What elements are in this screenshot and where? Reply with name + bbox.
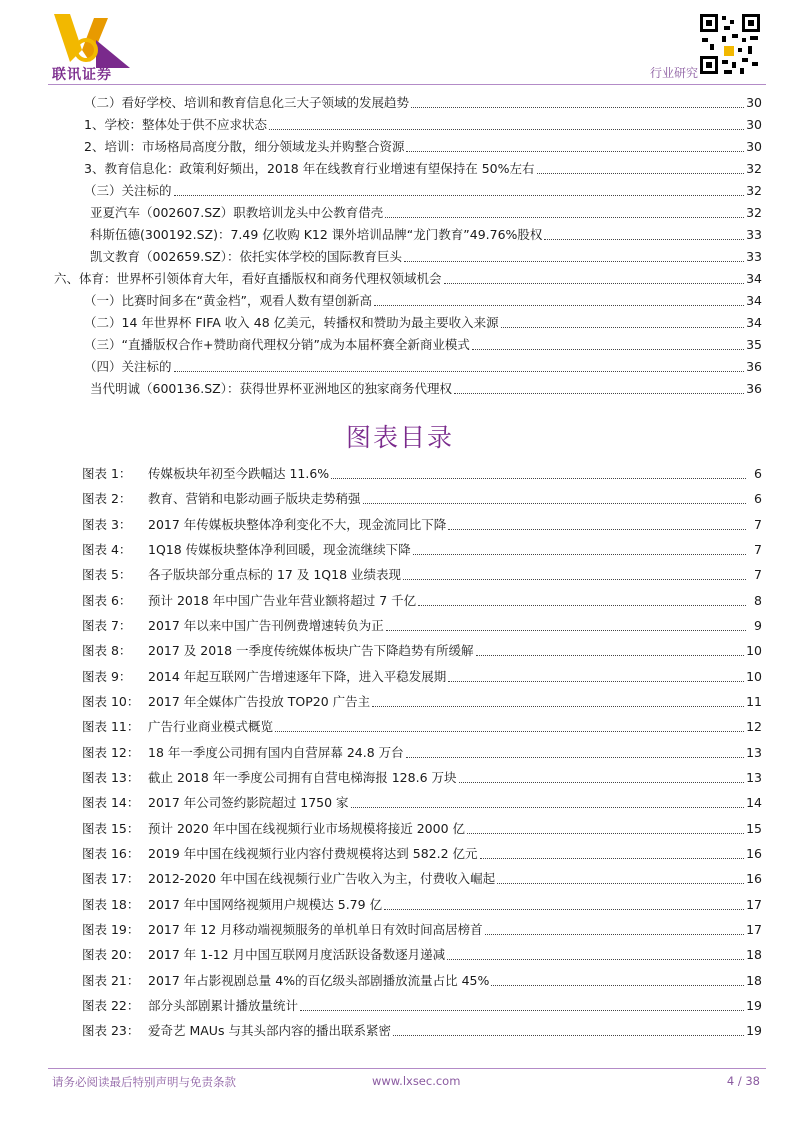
figure-entry[interactable]: 图表 7： 2017 年以来中国广告刊例费增速转负为正 9 bbox=[82, 618, 762, 633]
figure-entry[interactable]: 图表 18： 2017 年中国网络视频用户规模达 5.79 亿 17 bbox=[82, 897, 762, 912]
figure-entry[interactable]: 图表 19： 2017 年 12 月移动端视频服务的单机单日有效时间高居榜首 17 bbox=[82, 922, 762, 937]
toc-entry[interactable]: （四）关注标的 36 bbox=[84, 359, 762, 374]
toc-entry[interactable]: 2、培训：市场格局高度分散，细分领域龙头并购整合资源 30 bbox=[84, 139, 762, 154]
figure-entry[interactable]: 图表 11： 广告行业商业模式概览 12 bbox=[82, 719, 762, 734]
figures-index-title: 图表目录 bbox=[345, 423, 454, 452]
qr-code-icon bbox=[698, 12, 762, 76]
figure-entry[interactable]: 图表 10： 2017 年全媒体广告投放 TOP20 广告主 11 bbox=[82, 694, 762, 709]
figure-entry[interactable]: 图表 6： 预计 2018 年中国广告业年营业额将超过 7 千亿 8 bbox=[82, 593, 762, 608]
figure-entry[interactable]: 图表 9： 2014 年起互联网广告增速逐年下降，进入平稳发展期 10 bbox=[82, 669, 762, 684]
toc-entry[interactable]: 科斯伍德(300192.SZ)：7.49 亿收购 K12 课外培训品牌“龙门教育”49.76%股权 33 bbox=[90, 227, 762, 242]
toc-entry[interactable]: 凯文教育（002659.SZ）：依托实体学校的国际教育巨头 33 bbox=[90, 249, 762, 264]
figure-entry[interactable]: 图表 5： 各子版块部分重点标的 17 及 1Q18 业绩表现 7 bbox=[82, 567, 762, 582]
figure-entry[interactable]: 图表 16： 2019 年中国在线视频行业内容付费规模将达到 582.2 亿元 16 bbox=[82, 846, 762, 861]
document-type-label: 行业研究 bbox=[650, 66, 699, 80]
logo-text: 联讯证券 bbox=[52, 67, 112, 83]
figure-entry[interactable]: 图表 20： 2017 年 1-12 月中国互联网月度活跃设备数逐月递减 18 bbox=[82, 947, 762, 962]
footer-disclaimer-link[interactable]: 请务必阅读最后特别声明与免责条款 bbox=[52, 1075, 236, 1089]
figure-entry[interactable]: 图表 23： 爱奇艺 MAUs 与其头部内容的播出联系紧密 19 bbox=[82, 1023, 762, 1038]
toc-entry[interactable]: 3、教育信息化：政策利好频出，2018 年在线教育行业增速有望保持在 50%左右 32 bbox=[84, 161, 762, 176]
page-number: 4 / 38 bbox=[726, 1074, 760, 1088]
toc-entry[interactable]: （三）“直播版权合作+赞助商代理权分销”成为本届杯赛全新商业模式 35 bbox=[84, 337, 762, 352]
figure-entry[interactable]: 图表 8： 2017 及 2018 一季度传统媒体板块广告下降趋势有所缓解 10 bbox=[82, 643, 762, 658]
figure-entry[interactable]: 图表 2： 教育、营销和电影动画子版块走势稍强 6 bbox=[82, 491, 762, 506]
toc-entry[interactable]: 亚夏汽车（002607.SZ）职教培训龙头中公教育借壳 32 bbox=[90, 205, 762, 220]
toc-entry[interactable]: 六、体育：世界杯引领体育大年，看好直播版权和商务代理权领域机会 34 bbox=[54, 271, 762, 286]
footer-website-link[interactable]: www.lxsec.com bbox=[372, 1074, 461, 1088]
toc-entry[interactable]: 1、学校：整体处于供不应求状态 30 bbox=[84, 117, 762, 132]
toc-entry[interactable]: （三）关注标的 32 bbox=[84, 183, 762, 198]
toc-entry[interactable]: （一）比赛时间多在“黄金档”，观看人数有望创新高 34 bbox=[84, 293, 762, 308]
toc-entry[interactable]: （二）看好学校、培训和教育信息化三大子领域的发展趋势 30 bbox=[84, 95, 762, 110]
figure-entry[interactable]: 图表 17： 2012-2020 年中国在线视频行业广告收入为主，付费收入崛起 16 bbox=[82, 871, 762, 886]
figure-entry[interactable]: 图表 4： 1Q18 传媒板块整体净利回暖，现金流继续下降 7 bbox=[82, 542, 762, 557]
figure-entry[interactable]: 图表 3： 2017 年传媒板块整体净利变化不大，现金流同比下降 7 bbox=[82, 517, 762, 532]
figure-entry[interactable]: 图表 22： 部分头部剧累计播放量统计 19 bbox=[82, 998, 762, 1013]
figure-entry[interactable]: 图表 15： 预计 2020 年中国在线视频行业市场规模将接近 2000 亿 15 bbox=[82, 821, 762, 836]
figure-entry[interactable]: 图表 14： 2017 年公司签约影院超过 1750 家 14 bbox=[82, 795, 762, 810]
toc-entry[interactable]: （二）14 年世界杯 FIFA 收入 48 亿美元，转播权和赞助为最主要收入来源 34 bbox=[84, 315, 762, 330]
header-divider bbox=[48, 84, 766, 85]
footer-divider bbox=[48, 1068, 766, 1069]
toc-entry[interactable]: 当代明诚（600136.SZ）：获得世界杯亚洲地区的独家商务代理权 36 bbox=[90, 381, 762, 396]
figure-entry[interactable]: 图表 13： 截止 2018 年一季度公司拥有自营电梯海报 128.6 万块 13 bbox=[82, 770, 762, 785]
figure-entry[interactable]: 图表 21： 2017 年占影视剧总量 4%的百亿级头部剧播放流量占比 45% 18 bbox=[82, 973, 762, 988]
figure-entry[interactable]: 图表 12： 18 年一季度公司拥有国内自营屏幕 24.8 万台 13 bbox=[82, 745, 762, 760]
page-header bbox=[0, 0, 800, 90]
figure-entry[interactable]: 图表 1： 传媒板块年初至今跌幅达 11.6% 6 bbox=[82, 466, 762, 481]
